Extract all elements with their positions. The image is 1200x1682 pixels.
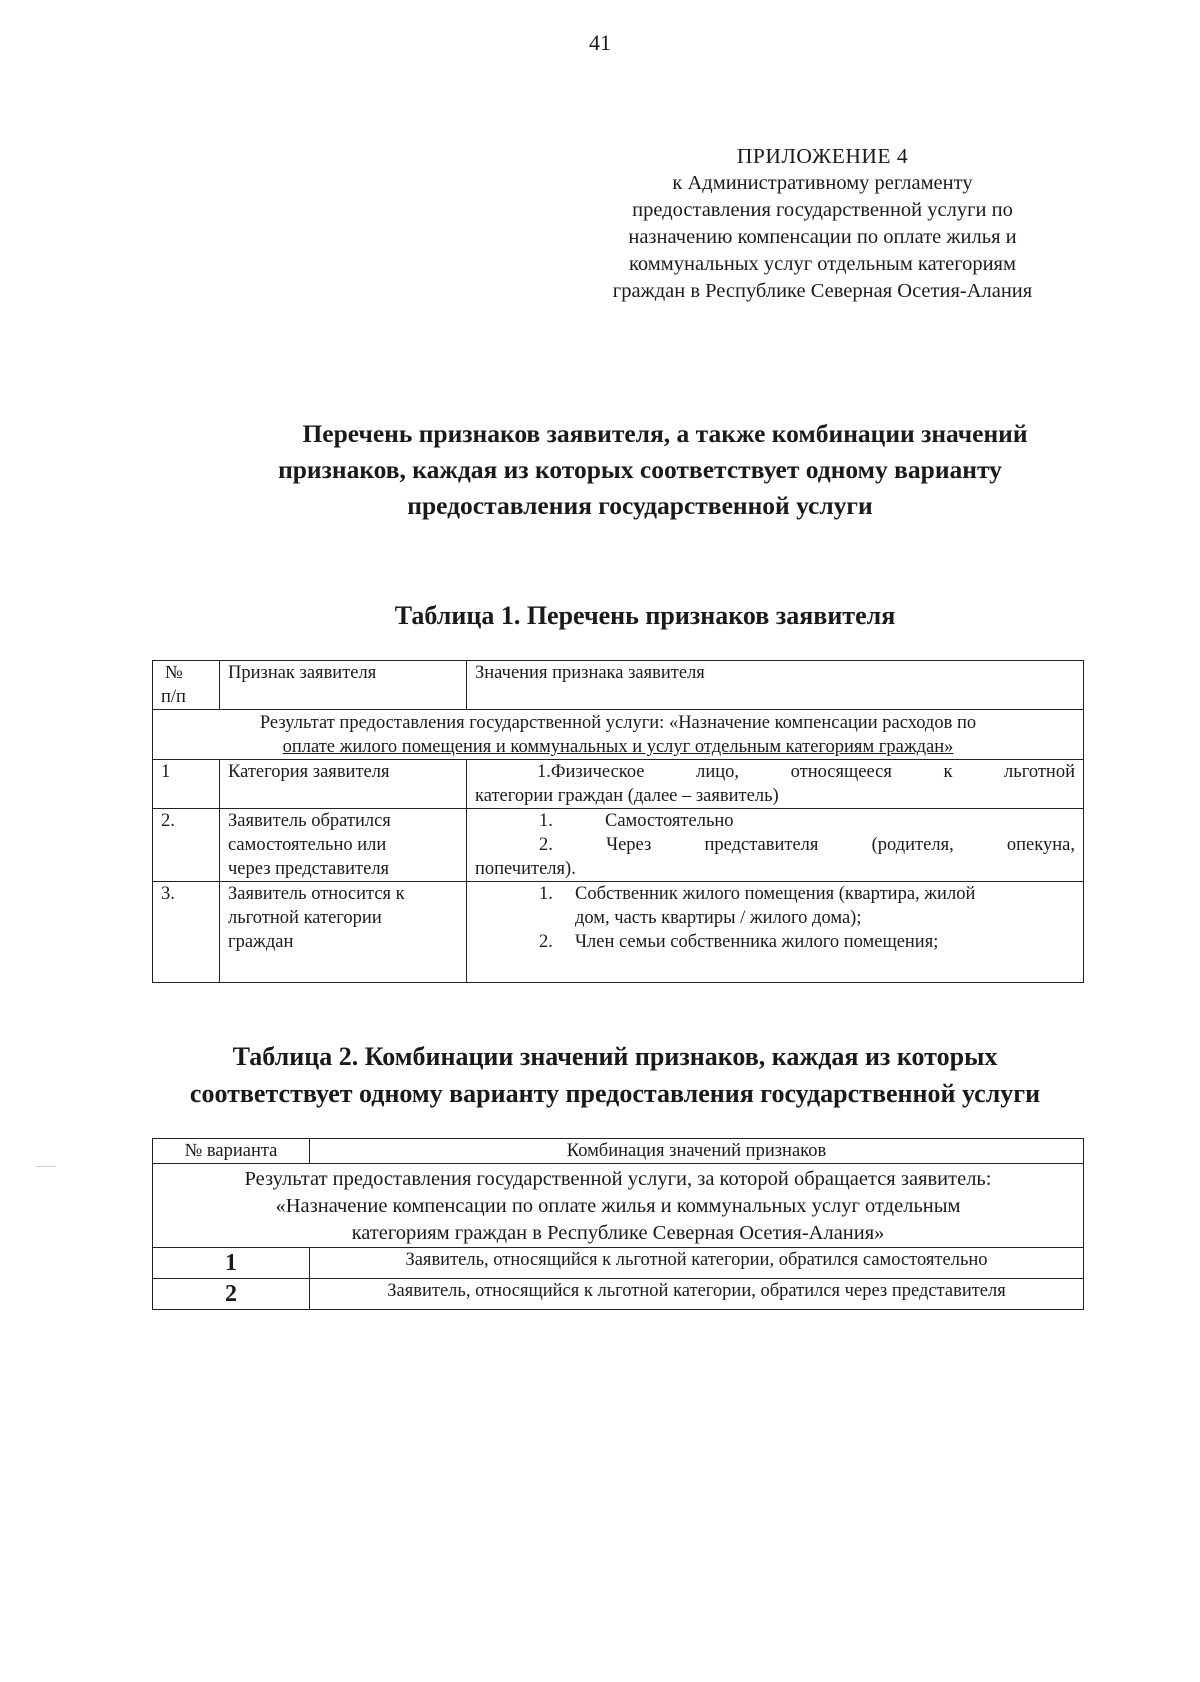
title-line: Таблица 2. Комбинации значений признаков, каждая из которых xyxy=(232,1042,998,1071)
table-row xyxy=(153,882,1084,983)
feature-line: через представителя xyxy=(228,859,390,879)
appendix-line: предоставления государственной услуги по xyxy=(632,199,1013,221)
list-item xyxy=(475,809,1075,833)
header-variant: № варианта xyxy=(153,1139,310,1164)
variant-combination: Заявитель, относящийся к льготной категории, обратился самостоятельно xyxy=(310,1248,1084,1279)
title-line: соответствует одному варианту предоставления государственной услуги xyxy=(189,1079,1041,1108)
feature-line: самостоятельно или xyxy=(228,835,387,855)
word: представителя xyxy=(704,835,819,855)
list-item xyxy=(475,882,1075,906)
row-feature xyxy=(220,809,467,882)
row-values xyxy=(467,760,1084,809)
table-row xyxy=(153,1248,1084,1279)
result-line: категориям граждан в Республике Северная Осетия-Алания» xyxy=(351,1222,885,1244)
row-num: 2. xyxy=(153,809,220,882)
header-feature: Признак заявителя xyxy=(220,661,467,710)
justified-line xyxy=(475,833,1075,857)
scan-mark xyxy=(36,1166,56,1167)
item-number: 2. xyxy=(539,835,553,855)
variant-combination: Заявитель, относящийся к льготной категории, обратился через представителя xyxy=(310,1279,1084,1310)
table-header-row xyxy=(153,661,1084,710)
result-cell xyxy=(153,1164,1084,1248)
word: к xyxy=(943,762,953,782)
item-text: Член семьи собственника жилого помещения; xyxy=(575,932,939,952)
table-row xyxy=(153,809,1084,882)
title-line: предоставления государственной услуги xyxy=(407,491,873,520)
header-num-abbr: п/п xyxy=(161,687,186,707)
feature-line: Заявитель обратился xyxy=(228,811,391,831)
row-num: 3. xyxy=(153,882,220,983)
item-number: 1. xyxy=(539,884,553,904)
word: льготной xyxy=(1004,762,1075,782)
result-line: оплате жилого помещения и коммунальных и услуг отдельным категориям граждан» xyxy=(282,737,954,757)
feature-line: льготной категории xyxy=(228,908,382,928)
appendix-header xyxy=(555,143,1090,305)
appendix-line: коммунальных услуг отдельным категориям xyxy=(629,253,1016,275)
title-line: Перечень признаков заявителя, а также комбинации значений xyxy=(302,419,1028,448)
variant-combinations-table xyxy=(152,1138,1084,1310)
row-feature: Категория заявителя xyxy=(220,760,467,809)
value-continuation: попечителя). xyxy=(475,859,576,879)
justified-line xyxy=(475,760,1075,784)
header-num xyxy=(153,661,220,710)
table-row xyxy=(153,760,1084,809)
header-combination: Комбинация значений признаков xyxy=(310,1139,1084,1164)
word: 1.Физическое xyxy=(537,762,645,782)
row-values xyxy=(467,809,1084,882)
table2-title xyxy=(140,1038,1090,1112)
header-values: Значения признака заявителя xyxy=(467,661,1084,710)
title-line: признаков, каждая из которых соответствует одному варианту xyxy=(278,455,1002,484)
appendix-line: назначению компенсации по оплате жилья и xyxy=(628,226,1017,248)
row-num: 1 xyxy=(153,760,220,809)
variant-number: 1 xyxy=(153,1248,310,1279)
item-number: 1. xyxy=(539,811,553,831)
item-number: 2. xyxy=(539,932,553,952)
table-header-row xyxy=(153,1139,1084,1164)
applicant-features-table xyxy=(152,660,1084,983)
appendix-line: к Административному регламенту xyxy=(672,172,973,194)
appendix-title: ПРИЛОЖЕНИЕ 4 xyxy=(736,144,909,168)
header-num-symbol: № xyxy=(165,663,183,683)
word: лицо, xyxy=(696,762,740,782)
result-cell xyxy=(153,710,1084,760)
item-text: Самостоятельно xyxy=(605,811,734,831)
table1-title: Таблица 1. Перечень признаков заявителя xyxy=(394,601,896,630)
row-values xyxy=(467,882,1084,983)
value-continuation: категории граждан (далее – заявитель) xyxy=(475,786,779,806)
word: Через xyxy=(606,835,652,855)
result-row xyxy=(153,1164,1084,1248)
word: относящееся xyxy=(790,762,892,782)
result-line: Результат предоставления государственной услуги, за которой обращается заявитель: xyxy=(244,1168,992,1190)
table-row xyxy=(153,1279,1084,1310)
feature-line: Заявитель относится к xyxy=(228,884,405,904)
result-line: «Назначение компенсации по оплате жилья и коммунальных услуг отдельным xyxy=(275,1195,961,1217)
variant-number: 2 xyxy=(153,1279,310,1310)
feature-line: граждан xyxy=(228,932,294,952)
item-text-continuation: дом, часть квартиры / жилого дома); xyxy=(575,908,862,928)
page-number: 41 xyxy=(589,30,611,55)
row-feature xyxy=(220,882,467,983)
word: (родителя, xyxy=(871,835,954,855)
result-line: Результат предоставления государственной услуги: «Назначение компенсации расходов по xyxy=(259,713,977,733)
item-text: Собственник жилого помещения (квартира, жилой xyxy=(575,884,976,904)
document-title xyxy=(190,416,1090,524)
word: опекуна, xyxy=(1006,835,1075,855)
appendix-line: граждан в Республике Северная Осетия-Алания xyxy=(612,280,1033,302)
result-row xyxy=(153,710,1084,760)
list-item xyxy=(475,930,1075,954)
